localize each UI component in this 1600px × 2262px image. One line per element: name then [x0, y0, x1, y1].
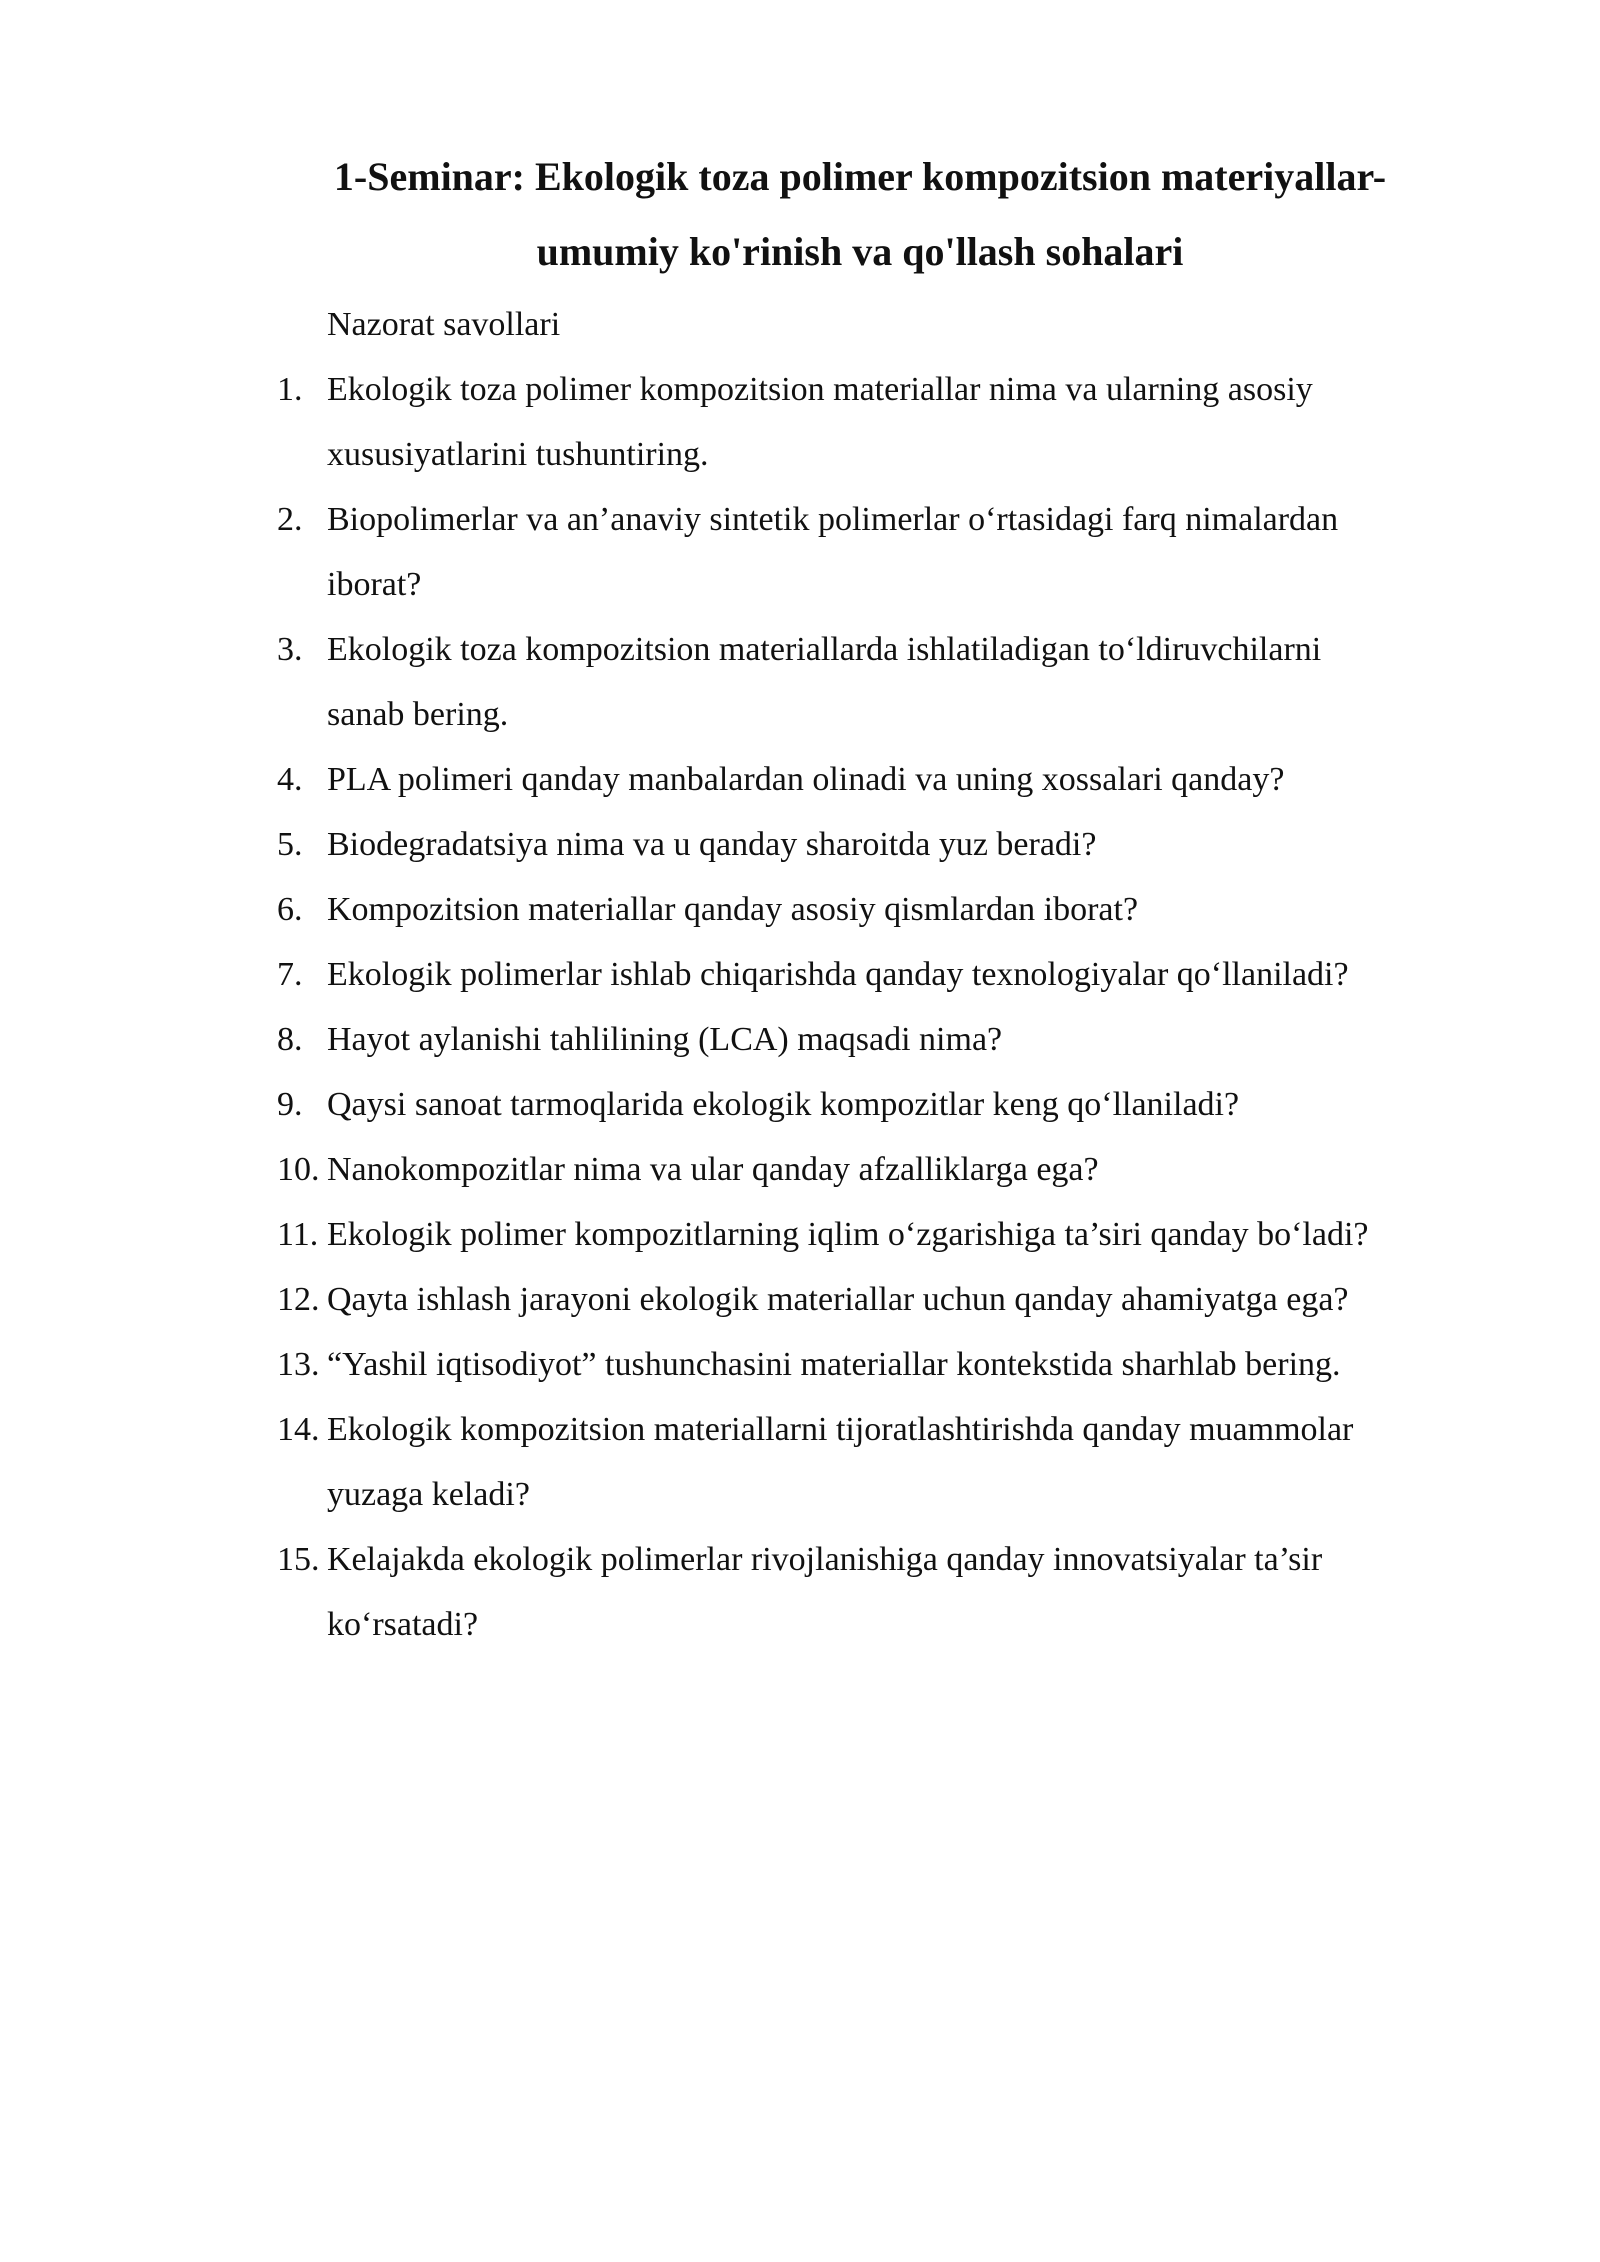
question-number: 6. [277, 891, 303, 928]
question-number: 12. [277, 1281, 320, 1318]
question-text-line: xususiyatlarini tushuntiring. [327, 436, 709, 473]
question-number: 8. [277, 1021, 303, 1058]
question-number: 9. [277, 1086, 303, 1123]
question-text-line: Biodegradatsiya nima va u qanday sharoitda yuz beradi? [327, 826, 1097, 863]
question-number: 7. [277, 956, 303, 993]
question-text-line: Biopolimerlar va an’anaviy sintetik polimerlar o‘rtasidagi farq nimalardan [327, 501, 1339, 538]
question-number: 11. [277, 1216, 319, 1253]
question-text-line: Ekologik toza polimer kompozitsion materiallar nima va ularning asosiy [327, 371, 1313, 408]
question-text-line: Hayot aylanishi tahlilining (LCA) maqsadi nima? [327, 1021, 1003, 1058]
question-text-line: Kelajakda ekologik polimerlar rivojlanishiga qanday innovatsiyalar ta’sir [327, 1541, 1323, 1578]
question-text-line: “Yashil iqtisodiyot” tushunchasini materiallar kontekstida sharhlab bering. [327, 1346, 1341, 1383]
question-text-line: Ekologik kompozitsion materiallarni tijoratlashtirishda qanday muammolar [327, 1411, 1354, 1448]
question-text-line: Qayta ishlash jarayoni ekologik materiallar uchun qanday ahamiyatga ega? [327, 1281, 1349, 1318]
question-number: 3. [277, 631, 303, 668]
question-text-line: Nanokompozitlar nima va ular qanday afzalliklarga ega? [327, 1151, 1099, 1188]
question-text-line: Ekologik polimerlar ishlab chiqarishda qanday texnologiyalar qo‘llaniladi? [327, 956, 1349, 993]
question-text-line: sanab bering. [327, 696, 509, 733]
question-text-line: yuzaga keladi? [327, 1476, 530, 1513]
question-text-line: Ekologik toza kompozitsion materiallarda ishlatiladigan to‘ldiruvchilarni [327, 631, 1322, 668]
question-text-line: Ekologik polimer kompozitlarning iqlim o‘zgarishiga ta’siri qanday bo‘ladi? [327, 1216, 1369, 1253]
question-text-line: Qaysi sanoat tarmoqlarida ekologik kompozitlar keng qo‘llaniladi? [327, 1086, 1240, 1123]
document-title-line-1: 1-Seminar: Ekologik toza polimer kompozitsion materiyallar- [333, 154, 1387, 199]
question-number: 5. [277, 826, 303, 863]
question-number: 13. [277, 1346, 320, 1383]
question-text-line: ko‘rsatadi? [327, 1606, 479, 1643]
question-text-line: iborat? [327, 566, 422, 603]
question-number: 15. [277, 1541, 320, 1578]
question-number: 4. [277, 761, 303, 798]
section-subtitle: Nazorat savollari [327, 306, 561, 343]
question-number: 10. [277, 1151, 320, 1188]
document-title-line-2: umumiy ko'rinish va qo'llash sohalari [536, 229, 1184, 274]
question-number: 14. [277, 1411, 320, 1448]
question-number: 1. [277, 371, 303, 408]
question-text-line: Kompozitsion materiallar qanday asosiy qismlardan iborat? [327, 891, 1139, 928]
question-number: 2. [277, 501, 303, 538]
question-text-line: PLA polimeri qanday manbalardan olinadi va uning xossalari qanday? [327, 761, 1285, 798]
